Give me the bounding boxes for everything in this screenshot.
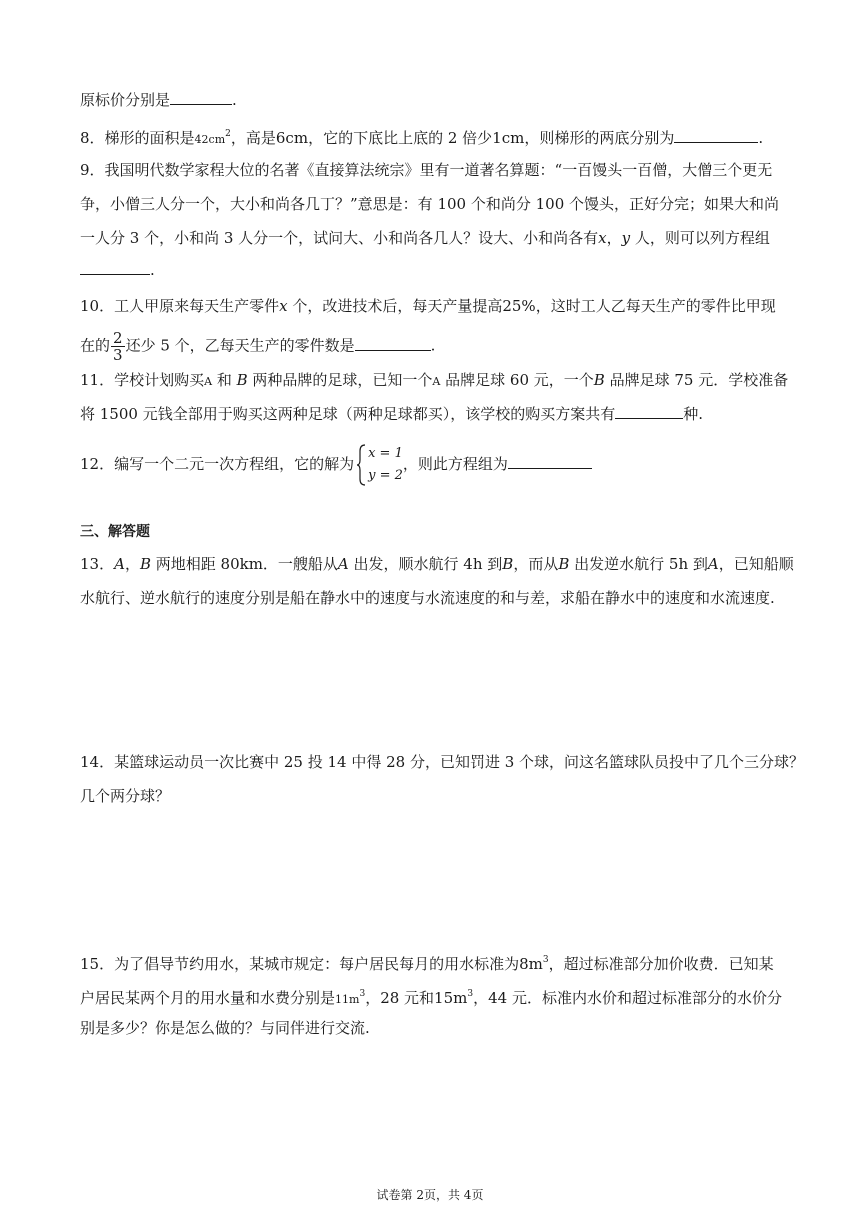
q8-line bbox=[80, 124, 763, 150]
q10-answer-blank[interactable] bbox=[355, 336, 431, 351]
q14-text-1: 14．某篮球运动员一次比赛中 25 投 14 中得 28 分，已知罚进 3 个球，问这名篮球队员投中了几个三分球？ bbox=[80, 753, 805, 771]
q9-text-3b: 人，则可以列方程组 bbox=[630, 229, 770, 247]
q13-point-a-3: A bbox=[707, 555, 719, 573]
q9-text-3a: 一人分 3 个，小和尚 3 人分一个，试问大、小和尚各几人？设大、小和尚各有 bbox=[80, 229, 599, 247]
q11-brand-a-2: A bbox=[432, 375, 441, 388]
q15-volume-2: 15m bbox=[434, 989, 468, 1007]
q8-area: 42cm bbox=[194, 133, 226, 146]
q15-standard-sup: 3 bbox=[542, 955, 549, 965]
q10-text-2b: 还少 5 个，乙每天生产的零件数是 bbox=[125, 336, 355, 355]
q12-equation-system bbox=[356, 443, 403, 487]
q10-end: . bbox=[430, 336, 436, 355]
q11-brand-b: B bbox=[236, 371, 248, 389]
q12-text-b: ，则此方程组为 bbox=[402, 455, 508, 473]
q10-fraction-numerator: 2 bbox=[113, 329, 123, 347]
q9-text-1: 9．我国明代数学家程大位的名著《直接算法统宗》里有一道著名算题：“一百馒头一百僧，大僧三个更无 bbox=[80, 161, 773, 179]
q13-text-1c: ，而从 bbox=[513, 555, 559, 573]
q8-text: 8．梯形的面积是 bbox=[80, 129, 195, 147]
q13-point-b-3: B bbox=[558, 555, 570, 573]
q9-line-4 bbox=[80, 260, 155, 280]
page-footer: 试卷第 2页，共 4页 bbox=[376, 1188, 484, 1202]
q14-line-2 bbox=[80, 786, 170, 806]
q11-brand-b-2: B bbox=[593, 371, 605, 389]
q10-text-2a: 在的 bbox=[80, 336, 111, 355]
q15-volume-2-sup: 3 bbox=[467, 989, 474, 999]
q10-line-2 bbox=[80, 330, 435, 363]
q8-diff: 1cm bbox=[492, 129, 525, 147]
q9-end: . bbox=[150, 261, 155, 279]
q11-text-1b: 和 bbox=[212, 371, 237, 389]
q13-point-b-2: B bbox=[502, 555, 514, 573]
q11-line-1 bbox=[80, 370, 788, 392]
q11-text-1e: 品牌足球 75 元．学校准备 bbox=[604, 371, 789, 389]
q9-comma: ， bbox=[606, 229, 622, 247]
q10-text-1c: ，这时工人乙每天生产的零件比甲现 bbox=[535, 297, 776, 315]
q15-line-1 bbox=[80, 950, 774, 974]
q13-line-2 bbox=[80, 588, 775, 608]
q13-number: 13． bbox=[80, 555, 115, 573]
q15-text-2a: 户居民某两个月的用水量和水费分别是 bbox=[80, 989, 336, 1007]
q9-answer-blank[interactable] bbox=[80, 260, 150, 275]
q9-text-2: 争，小僧三人分一个，大小和尚各几丁？”意思是：有 100 个和尚分 100 个馒头，正好分完；如果大和尚 bbox=[80, 195, 780, 213]
brace-icon bbox=[356, 443, 366, 487]
q15-text-1b: ，超过标准部分加价收费．已知某 bbox=[548, 955, 774, 973]
q7-text: 原标价分别是 bbox=[80, 91, 171, 109]
q15-volume-1-sup: 3 bbox=[359, 989, 366, 999]
q12-answer-blank[interactable] bbox=[508, 454, 592, 469]
q12-solution-y: y = 2 bbox=[368, 468, 403, 483]
q11-brand-a: A bbox=[204, 375, 213, 388]
q11-text-1a: 11．学校计划购买 bbox=[80, 371, 205, 389]
q15-volume-1: 11m bbox=[335, 993, 360, 1006]
q10-text-1b: 个，改进技术后，每天产量提高 bbox=[287, 297, 503, 315]
q9-var-x: x bbox=[598, 229, 607, 247]
q13-text-1e: ，已知船顺 bbox=[718, 555, 794, 573]
q11-end: 种. bbox=[683, 405, 703, 423]
q8-text-b: ，高是 bbox=[230, 129, 276, 147]
q8-text-d: ，则梯形的两底分别为 bbox=[524, 129, 675, 147]
q15-text-2b: ，28 元和 bbox=[365, 989, 435, 1007]
q15-standard: 8m bbox=[519, 955, 543, 973]
q13-comma: ， bbox=[124, 555, 140, 573]
q12-line bbox=[80, 442, 592, 487]
q9-var-y: y bbox=[621, 229, 631, 247]
q13-text-1a: 两地相距 80km．一艘船从 bbox=[150, 555, 338, 573]
q14-line-1 bbox=[80, 752, 804, 772]
q11-text-2: 将 1500 元钱全部用于购买这两种足球（两种足球都买），该学校的购买方案共有 bbox=[80, 405, 616, 423]
q8-end: . bbox=[758, 129, 764, 147]
q11-line-2 bbox=[80, 404, 703, 424]
q10-fraction-denominator: 3 bbox=[113, 346, 123, 364]
q13-point-a: A bbox=[114, 555, 125, 573]
q10-percent: 25% bbox=[502, 297, 536, 315]
q10-var-x: x bbox=[279, 297, 288, 315]
q10-line-1 bbox=[80, 296, 776, 316]
q14-text-2: 几个两分球？ bbox=[80, 787, 171, 805]
q15-text-1a: 15．为了倡导节约用水，某城市规定：每户居民每月的用水标准为 bbox=[80, 955, 520, 973]
q13-text-1b: 出发，顺水航行 4h 到 bbox=[348, 555, 503, 573]
q12-solution-x: x = 1 bbox=[368, 446, 403, 461]
q8-text-c: ，它的下底比上底的 2 倍少 bbox=[308, 129, 493, 147]
q10-fraction bbox=[111, 330, 125, 363]
q15-text-3: 别是多少？你是怎么做的？与同伴进行交流. bbox=[80, 1019, 370, 1037]
q9-line-2 bbox=[80, 194, 779, 214]
q15-text-2c: ，44 元．标准内水价和超过标准部分的水价分 bbox=[473, 989, 782, 1007]
q9-line-1 bbox=[80, 160, 772, 180]
q8-height: 6cm bbox=[275, 129, 309, 147]
q11-text-1d: 品牌足球 60 元，一个 bbox=[440, 371, 594, 389]
q10-text-1a: 10．工人甲原来每天生产零件 bbox=[80, 297, 280, 315]
q7-end: . bbox=[232, 91, 237, 109]
q13-text-2: 水航行、逆水航行的速度分别是船在静水中的速度与水流速度的和与差，求船在静水中的速度和水流速度. bbox=[80, 589, 775, 607]
q8-area-sup: 2 bbox=[225, 129, 231, 139]
q13-point-b: B bbox=[139, 555, 151, 573]
q7-tail-line bbox=[80, 90, 237, 110]
q15-line-2 bbox=[80, 984, 782, 1010]
q7-answer-blank[interactable] bbox=[170, 90, 232, 105]
q11-text-1c: 两种品牌的足球，已知一个 bbox=[247, 371, 433, 389]
q8-answer-blank[interactable] bbox=[674, 128, 758, 143]
q11-answer-blank[interactable] bbox=[615, 404, 683, 419]
q13-line-1 bbox=[80, 554, 794, 574]
q13-text-1d: 出发逆水航行 5h 到 bbox=[569, 555, 708, 573]
q12-text-a: 12．编写一个二元一次方程组，它的解为 bbox=[80, 455, 355, 473]
q13-point-a-2: A bbox=[337, 555, 349, 573]
q9-line-3 bbox=[80, 228, 770, 248]
section-title: 三、解答题 bbox=[80, 524, 150, 540]
q15-line-3 bbox=[80, 1018, 370, 1038]
